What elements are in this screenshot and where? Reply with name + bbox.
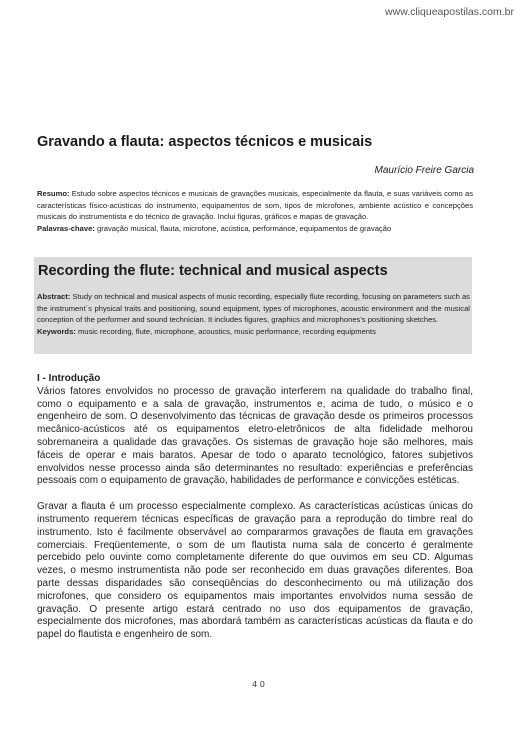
abstract-block xyxy=(37,291,470,337)
author-name: Maurício Freire Garcia xyxy=(374,165,474,176)
watermark-url: www.cliqueapostilas.com.br xyxy=(385,6,514,18)
resumo-text: Estudo sobre aspectos técnicos e musicais de gravações musicais, especialmente da flauta, e suas variáveis como as características físico-acústicas do instrumento, equipamentos de som, tipos de microfones, ambiente acústico e concepções musicais do instrumentista e do técnico de gravação. Inclui figuras, gráficos e mapas de gravação. xyxy=(37,189,473,221)
abstract-label: Abstract: xyxy=(37,292,71,301)
keywords-text: music recording, flute, microphone, acoustics, music performance, recording equipments xyxy=(77,326,376,336)
palavras-chave-label: Palavras-chave: xyxy=(37,223,95,233)
introduction-section xyxy=(37,373,473,655)
article-title-portuguese: Gravando a flauta: aspectos técnicos e musicais xyxy=(37,134,373,150)
resumo-label: Resumo: xyxy=(37,189,70,198)
body-paragraph-1: Vários fatores envolvidos no processo de gravação interferem na qualidade do trabalho final, como o equipamento e a sala de gravação, instrumentos e, acima de tudo, o músico e o engenheiro de som. O desenvolvimento das técnicas de gravação desde os primeiros processos mecânico-acústicos até os equipamentos eletro-eletrônicos de alta fidelidade melhorou sobremaneira a qualidade das gravações. Os sistemas de gravação hoje são melhores, mais fáceis de operar e mais baratos. Apesar de todo o aparato tecnológico, fatores subjetivos envolvidos nesse processo ainda são determinantes no resultado: experiências e preferências pessoais com o equipamento de gravação, habilidades de performance e convicções estéticas. xyxy=(37,385,473,487)
body-paragraph-2: Gravar a flauta é um processo especialmente complexo. As características acústicas únicas do instrumento requerem técnicas específicas de gravação para a reprodução do timbre real do instrumento. Isto é facilmente observável ao compararmos gravações de flauta em gravações comerciais. Freqüentemente, o som de um flautista numa sala de concerto é geralmente percebido pelo ouvinte como completamente diferente do que ouvimos em seu CD. Algumas vezes, o mesmo instrumentista não pode ser reconhecido em duas gravações diferentes. Boa parte dessas disparidades são conseqüências do desconhecimento ou má utilização dos microfones, que considero os equipamentos mais importantes envolvidos numa sessão de gravação. O presente artigo estará centrado no uso dos equipamentos de gravação, especialmente dos microfones, mas abordará também as características acústicas da flauta e do papel do flautista e engenheiro de som. xyxy=(37,501,473,641)
palavras-chave-text: gravação musical, flauta, microfone, acústica, performance, equipamentos de gravação xyxy=(96,223,392,233)
keywords-label: Keywords: xyxy=(37,326,76,336)
keywords-line xyxy=(37,326,470,338)
resumo-block xyxy=(37,188,473,234)
page-number: 40 xyxy=(252,679,268,689)
section-heading: I - Introdução xyxy=(37,373,101,384)
article-title-english: Recording the flute: technical and musical aspects xyxy=(38,263,388,279)
english-abstract-box xyxy=(34,257,472,354)
abstract-text: Study on technical and musical aspects of music recording, especially flute recording, focusing on parameters such as the instrument´s physical traits and positioning, sound equipment, types of microphones, acoustic environment and the musical conception of the performer and sound technician. It includes figures, graphics and microphones's positioning sketches. xyxy=(37,292,470,324)
palavras-chave-line xyxy=(37,223,473,235)
